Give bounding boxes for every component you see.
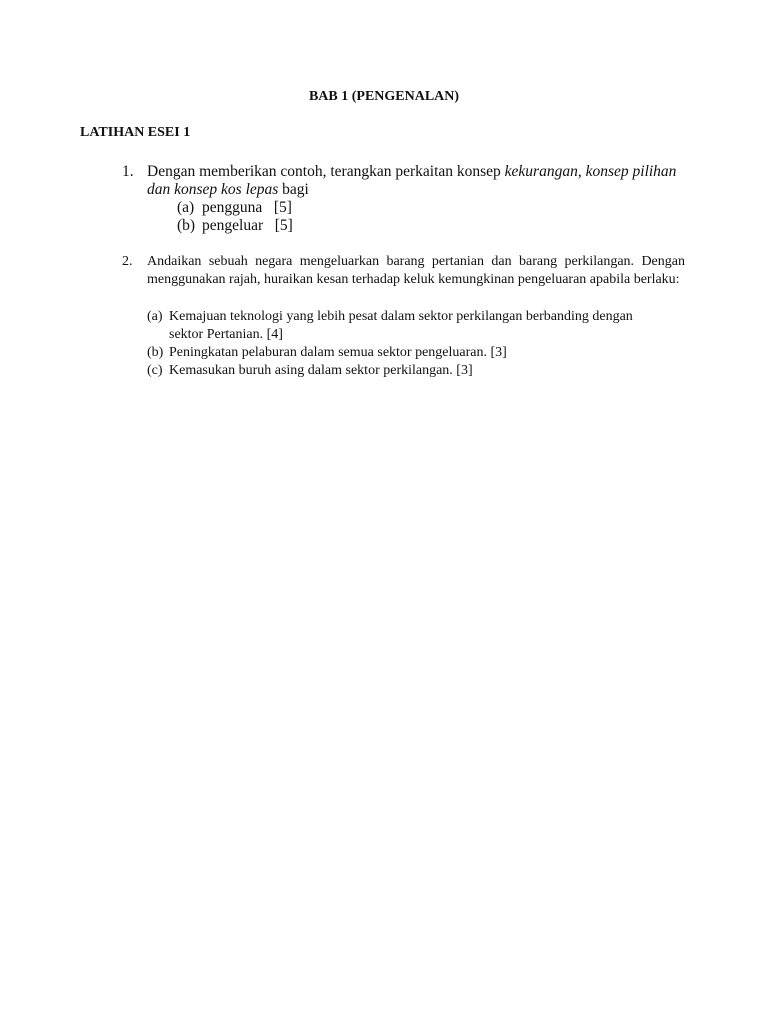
question-1: [122, 163, 687, 235]
part-text: Kemasukan buruh asing dalam sektor perkilangan. [3]: [169, 363, 473, 378]
part-text: pengeluar [5]: [202, 217, 293, 234]
part-label: (a): [177, 199, 195, 216]
question-parts: [147, 308, 685, 380]
question-number: 1.: [122, 163, 134, 180]
question-text: [147, 163, 687, 199]
part-text: Kemajuan teknologi yang lebih pesat dalam sektor perkilangan berbanding dengan sektor Pertanian. [4]: [169, 309, 633, 342]
question-part: [177, 217, 687, 235]
section-heading: LATIHAN ESEI 1: [80, 125, 191, 140]
question-text: Andaikan sebuah negara mengeluarkan barang pertanian dan barang perkilangan. Dengan menggunakan rajah, huraikan kesan terhadap keluk kemungkinan pengeluaran apabila berlaku:: [147, 254, 685, 287]
question-text-part: Dengan memberikan contoh, terangkan perkaitan konsep: [147, 163, 505, 180]
question-part: [177, 199, 687, 217]
part-label: (b): [147, 345, 164, 360]
question-part: [147, 362, 669, 380]
part-text: Peningkatan pelaburan dalam semua sektor pengeluaran. [3]: [169, 345, 507, 360]
question-2: [122, 253, 685, 380]
question-text-italic: kekurangan, konsep pilihan dan konsep kos lepas: [147, 163, 677, 198]
question-part: [147, 308, 669, 344]
page-title: BAB 1 (PENGENALAN): [308, 89, 460, 104]
part-text: pengguna [5]: [202, 199, 292, 216]
part-label: (b): [177, 217, 196, 234]
question-number: 2.: [122, 254, 133, 269]
question-text-part: bagi: [278, 181, 309, 198]
part-label: (a): [147, 309, 163, 324]
question-part: [147, 344, 669, 362]
part-label: (c): [147, 363, 163, 378]
